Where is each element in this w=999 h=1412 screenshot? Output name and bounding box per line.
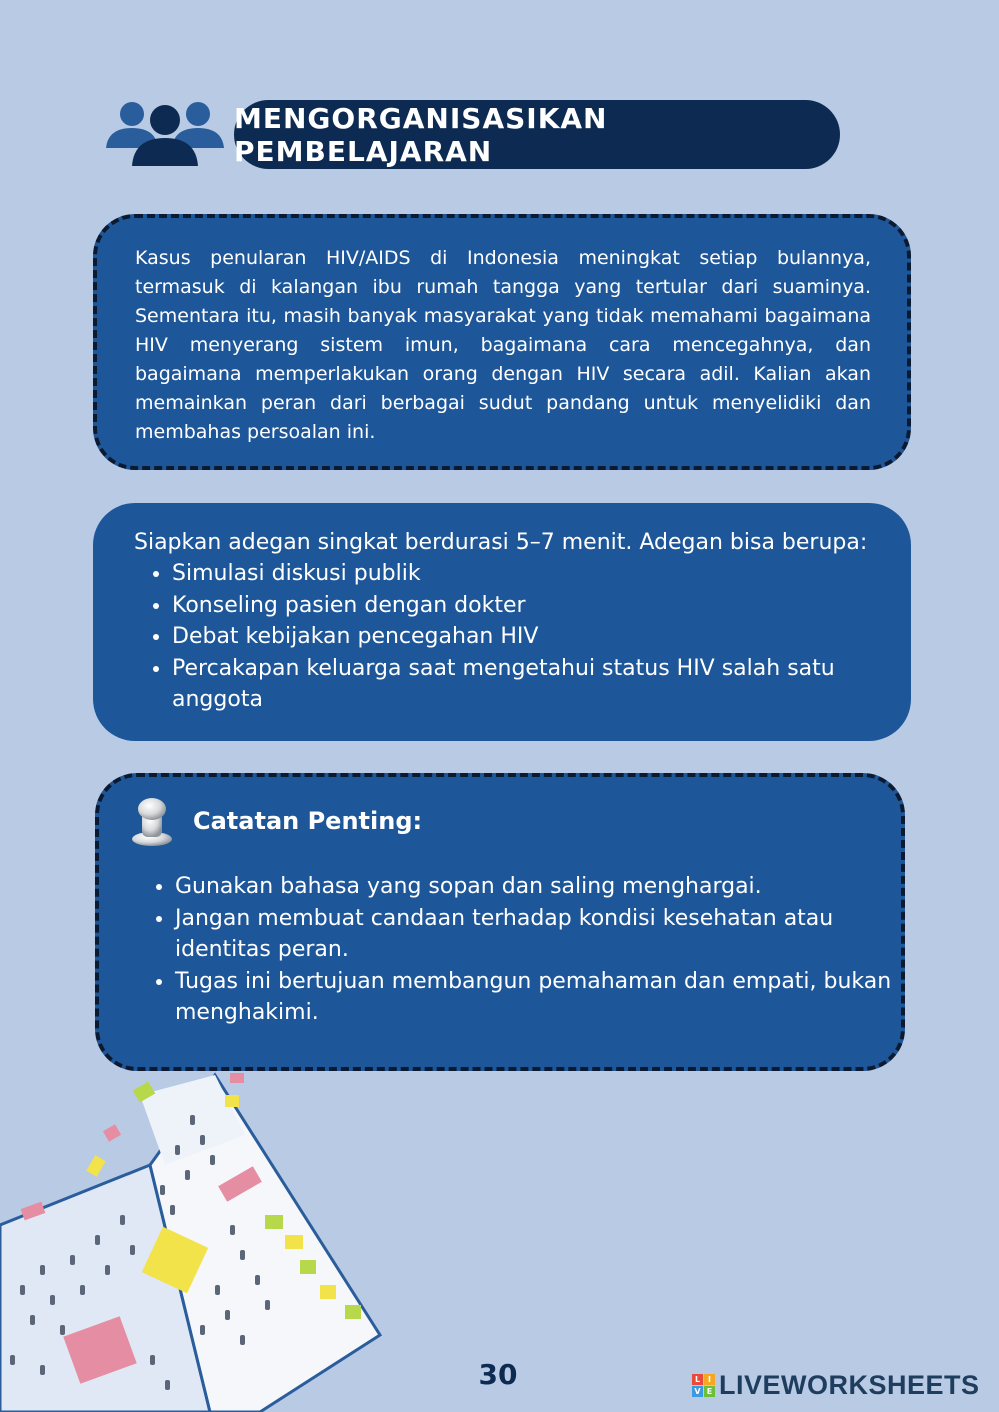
pushpin-icon	[129, 795, 175, 847]
list-item: • Jangan membuat candaan terhadap kondisi kesehatan atau identitas peran.	[175, 903, 895, 966]
list-item: • Tugas ini bertujuan membangun pemahaman dan empati, bukan menghakimi.	[175, 966, 895, 1029]
notes-list	[137, 871, 895, 1029]
list-item: • Debat kebijakan pencegahan HIV	[172, 621, 871, 653]
notes-header	[129, 795, 422, 847]
task-list	[134, 558, 871, 716]
list-item: • Percakapan keluarga saat mengetahui status HIV salah satu anggota	[172, 653, 871, 716]
liveworksheets-logo[interactable]	[692, 1370, 980, 1401]
list-item: • Simulasi diskusi publik	[172, 558, 871, 590]
liveworksheets-logo-icon: L I V E	[692, 1374, 715, 1397]
page-title: MENGORGANISASIKAN PEMBELAJARAN	[234, 101, 608, 168]
title-banner	[234, 100, 840, 169]
task-lead: Siapkan adegan singkat berdurasi 5–7 menit. Adegan bisa berupa:	[134, 530, 868, 555]
brand-name: LIVEWORKSHEETS	[719, 1370, 980, 1400]
intro-text: Kasus penularan HIV/AIDS di Indonesia meningkat setiap bulannya, termasuk di kalangan ibu rumah tangga yang tertular dari suaminya. Sementara itu, masih banyak masyarakat yang tidak memahami bagaimana HIV menyerang sistem imun, bagaimana cara mencegahnya, dan bagaimana memperlakukan orang dengan HIV secara adil. Kalian akan memainkan peran dari berbagai sudut pandang untuk menyelidiki dan membahas persoalan ini.	[135, 247, 871, 443]
people-group-icon	[104, 98, 226, 168]
task-box	[93, 503, 911, 741]
list-item: • Konseling pasien dengan dokter	[172, 590, 871, 622]
open-book-illustration	[0, 1055, 400, 1412]
notes-title: Catatan Penting:	[193, 807, 423, 835]
page-number: 30	[478, 1358, 518, 1391]
notes-box	[95, 773, 905, 1071]
intro-box	[93, 214, 911, 470]
list-item: • Gunakan bahasa yang sopan dan saling menghargai.	[175, 871, 895, 903]
